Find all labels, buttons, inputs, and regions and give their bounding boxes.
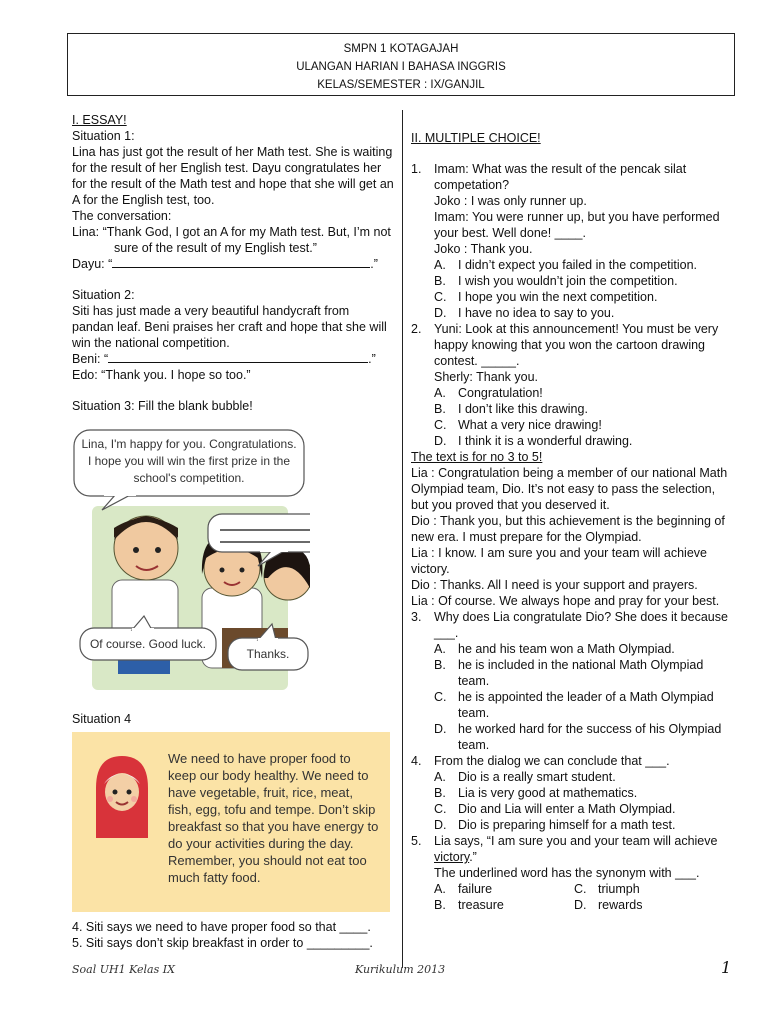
option-letter: B.: [434, 898, 446, 912]
q5-options-row-1: [411, 881, 735, 897]
dialog-line-5: Lia : Of course. We always hope and pray for your best.: [411, 594, 720, 608]
option-letter: D.: [434, 434, 447, 448]
question-number: 2.: [411, 322, 422, 336]
q2-option-b[interactable]: [411, 401, 735, 417]
comic-illustration: [72, 428, 310, 692]
q3-option-a[interactable]: [411, 641, 735, 657]
question-stem: Yuni: Look at this announcement! You must be very happy knowing that you won the cartoon drawing contest. _____.: [434, 322, 719, 368]
situation-3-title: Situation 3: Fill the blank bubble!: [72, 399, 253, 413]
option-text: Dio is a really smart student.: [458, 770, 616, 784]
essay-column: [72, 112, 394, 414]
situation-4-text: We need to have proper food to keep our body healthy. We need to have vegetable, fruit, rice, meat, fish, egg, tofu and tempe. Don’t skip breakfast so that you have energy to do your activities during the day. Remember, you should not eat too much fatty food.: [168, 751, 379, 885]
essay-question-5: 5. Siti says don’t skip breakfast in order to _________.: [72, 936, 373, 950]
q5-option-b[interactable]: [434, 897, 574, 913]
dialog-line-3: Lia : I know. I am sure you and your team will achieve victory.: [411, 546, 707, 576]
dialog-line-1: Lia : Congratulation being a member of our national Math Olympiad team, Dio. It’s not easy to pass the selection, but you proved that you deserved it.: [411, 466, 728, 512]
situation-1-title: Situation 1:: [72, 129, 135, 143]
stem-part-a: Lia says, “I am sure you and your team will achieve: [434, 834, 718, 848]
mc-question-5: [411, 833, 735, 865]
footer-center: Kurikulum 2013: [355, 963, 446, 976]
option-letter: C.: [434, 690, 447, 704]
dialog-line-4: Dio : Thanks. All I need is your support and prayers.: [411, 578, 698, 592]
option-text: I hope you win the next competition.: [458, 290, 658, 304]
option-letter: D.: [434, 818, 447, 832]
hijab-girl-icon: [90, 754, 154, 838]
q4-option-d[interactable]: [411, 817, 735, 833]
q1-dialog-line-2: Joko : I was only runner up.: [434, 194, 587, 208]
q4-option-a[interactable]: [411, 769, 735, 785]
bubble-1-line-3: school's competition.: [133, 471, 245, 485]
question-stem: From the dialog we can conclude that ___.: [434, 754, 670, 768]
option-text: Congratulation!: [458, 386, 543, 400]
q5-line-2: The underlined word has the synonym with ___.: [434, 866, 700, 880]
option-text: he worked hard for the success of his Olympiad team.: [458, 722, 722, 752]
option-letter: A.: [434, 258, 446, 272]
q3-option-b[interactable]: [411, 657, 735, 689]
q4-option-c[interactable]: [411, 801, 735, 817]
question-number: 4.: [411, 754, 422, 768]
essay-heading: I. ESSAY!: [72, 113, 127, 127]
situation-4-title: Situation 4: [72, 712, 132, 726]
bubble-4-text: Thanks.: [246, 647, 290, 661]
q3-option-c[interactable]: [411, 689, 735, 721]
option-letter: C.: [434, 802, 447, 816]
q1-dialog-line-4: Joko : Thank you.: [434, 242, 533, 256]
option-text: Dio and Lia will enter a Math Olympiad.: [458, 802, 676, 816]
option-text: I think it is a wonderful drawing.: [458, 434, 633, 448]
question-number: 3.: [411, 610, 422, 624]
option-text: I have no idea to say to you.: [458, 306, 615, 320]
option-text: I don’t like this drawing.: [458, 402, 588, 416]
q5-option-a[interactable]: [434, 881, 574, 897]
q3-option-d[interactable]: [411, 721, 735, 753]
dayu-suffix: .”: [370, 257, 378, 271]
stem-part-b: .”: [469, 850, 477, 864]
q1-option-a[interactable]: [411, 257, 735, 273]
q1-option-b[interactable]: [411, 273, 735, 289]
option-letter: B.: [434, 274, 446, 288]
dialog-line-2: Dio : Thank you, but this achievement is the beginning of new era. I must prepare for the Olympiad.: [411, 514, 725, 544]
option-text: I didn’t expect you failed in the competition.: [458, 258, 698, 272]
option-letter: A.: [434, 770, 446, 784]
q4-option-b[interactable]: [411, 785, 735, 801]
q1-option-c[interactable]: [411, 289, 735, 305]
bubble-3-text: Of course. Good luck.: [89, 637, 207, 651]
q2-dialog-line-2: Sherly: Thank you.: [434, 370, 538, 384]
option-letter: A.: [434, 882, 446, 896]
exam-title: ULANGAN HARIAN I BAHASA INGGRIS: [296, 61, 506, 73]
dayu-answer-blank[interactable]: [112, 256, 370, 268]
conversation-label: The conversation:: [72, 209, 172, 223]
speech-bubble-1: [74, 430, 304, 510]
q5-option-c[interactable]: [574, 881, 714, 897]
option-text: rewards: [598, 898, 643, 912]
question-number: 1.: [411, 162, 422, 176]
option-letter: D.: [434, 306, 447, 320]
question-stem: Imam: What was the result of the pencak silat competation?: [434, 162, 687, 192]
class-semester: KELAS/SEMESTER : IX/GANJIL: [317, 79, 485, 91]
beni-prefix: Beni: “: [72, 352, 109, 366]
option-letter: A.: [434, 642, 446, 656]
edo-line: Edo: “Thank you. I hope so too.”: [72, 368, 251, 382]
situation-4-poster: [72, 732, 390, 912]
option-letter: A.: [434, 386, 446, 400]
q5-options-row-2: [411, 897, 735, 913]
dayu-line: [72, 256, 394, 272]
mc-question-1: [411, 161, 735, 193]
question-stem: [434, 833, 735, 865]
q5-option-d[interactable]: [574, 897, 714, 913]
lina-line: Lina: “Thank God, I got an A for my Math test. But, I’m not sure of the result of my English test.”: [72, 225, 391, 255]
q1-dialog-line-3: Imam: You were runner up, but you have performed your best. Well done! ____.: [434, 210, 720, 240]
essay-questions: [72, 919, 396, 951]
option-letter: D.: [574, 898, 587, 912]
option-letter: D.: [434, 722, 447, 736]
reading-text-heading: The text is for no 3 to 5!: [411, 450, 543, 464]
page-number: 1: [721, 958, 732, 977]
bubble-1-line-1: Lina, I'm happy for you. Congratulations.: [81, 437, 297, 451]
option-text: he is appointed the leader of a Math Olympiad team.: [458, 690, 714, 720]
option-text: I wish you wouldn’t join the competition.: [458, 274, 678, 288]
q2-option-a[interactable]: [411, 385, 735, 401]
option-letter: B.: [434, 402, 446, 416]
option-text: treasure: [458, 898, 504, 912]
option-text: What a very nice drawing!: [458, 418, 602, 432]
mc-heading: II. MULTIPLE CHOICE!: [411, 131, 541, 145]
option-letter: C.: [434, 418, 447, 432]
bubble-1-line-2: I hope you will win the first prize in the: [87, 454, 291, 468]
q2-option-c[interactable]: [411, 417, 735, 433]
option-letter: B.: [434, 786, 446, 800]
mc-question-2: [411, 321, 735, 369]
situation-1-text: Lina has just got the result of her Math test. She is waiting for the result of her English test. Dayu congratulates her for the result of the Math test and hope that she will get an A for the English test, too.: [72, 145, 394, 207]
beni-line: [72, 351, 394, 367]
beni-answer-blank[interactable]: [108, 351, 368, 363]
option-text: triumph: [598, 882, 640, 896]
option-letter: C.: [434, 290, 447, 304]
mc-question-4: [411, 753, 735, 769]
footer-left: Soal UH1 Kelas IX: [72, 963, 175, 976]
school-name: SMPN 1 KOTAGAJAH: [343, 43, 459, 55]
option-text: failure: [458, 882, 493, 896]
beni-suffix: .”: [368, 352, 376, 366]
question-number: 5.: [411, 834, 422, 848]
q1-option-d[interactable]: [411, 305, 735, 321]
question-stem: Why does Lia congratulate Dio? She does it because ___.: [434, 610, 728, 640]
option-text: he and his team won a Math Olympiad.: [458, 642, 675, 656]
mc-question-3: [411, 609, 735, 641]
exam-header: [67, 33, 735, 96]
essay-question-4: 4. Siti says we need to have proper food so that ____.: [72, 920, 371, 934]
column-divider: [402, 110, 403, 968]
option-text: he is included in the national Math Olympiad team.: [458, 658, 704, 688]
option-letter: B.: [434, 658, 446, 672]
situation-2-text: Siti has just made a very beautiful handycraft from pandan leaf. Beni praises her craft and hope that she will win the national competition.: [72, 304, 387, 350]
option-text: Dio is preparing himself for a math test.: [458, 818, 676, 832]
underlined-word: victory: [434, 850, 470, 864]
option-text: Lia is very good at mathematics.: [458, 786, 638, 800]
q2-option-d[interactable]: [411, 433, 735, 449]
dayu-prefix: Dayu: “: [72, 257, 113, 271]
multiple-choice-column: [411, 130, 735, 913]
situation-2-title: Situation 2:: [72, 288, 135, 302]
option-letter: C.: [574, 882, 587, 896]
